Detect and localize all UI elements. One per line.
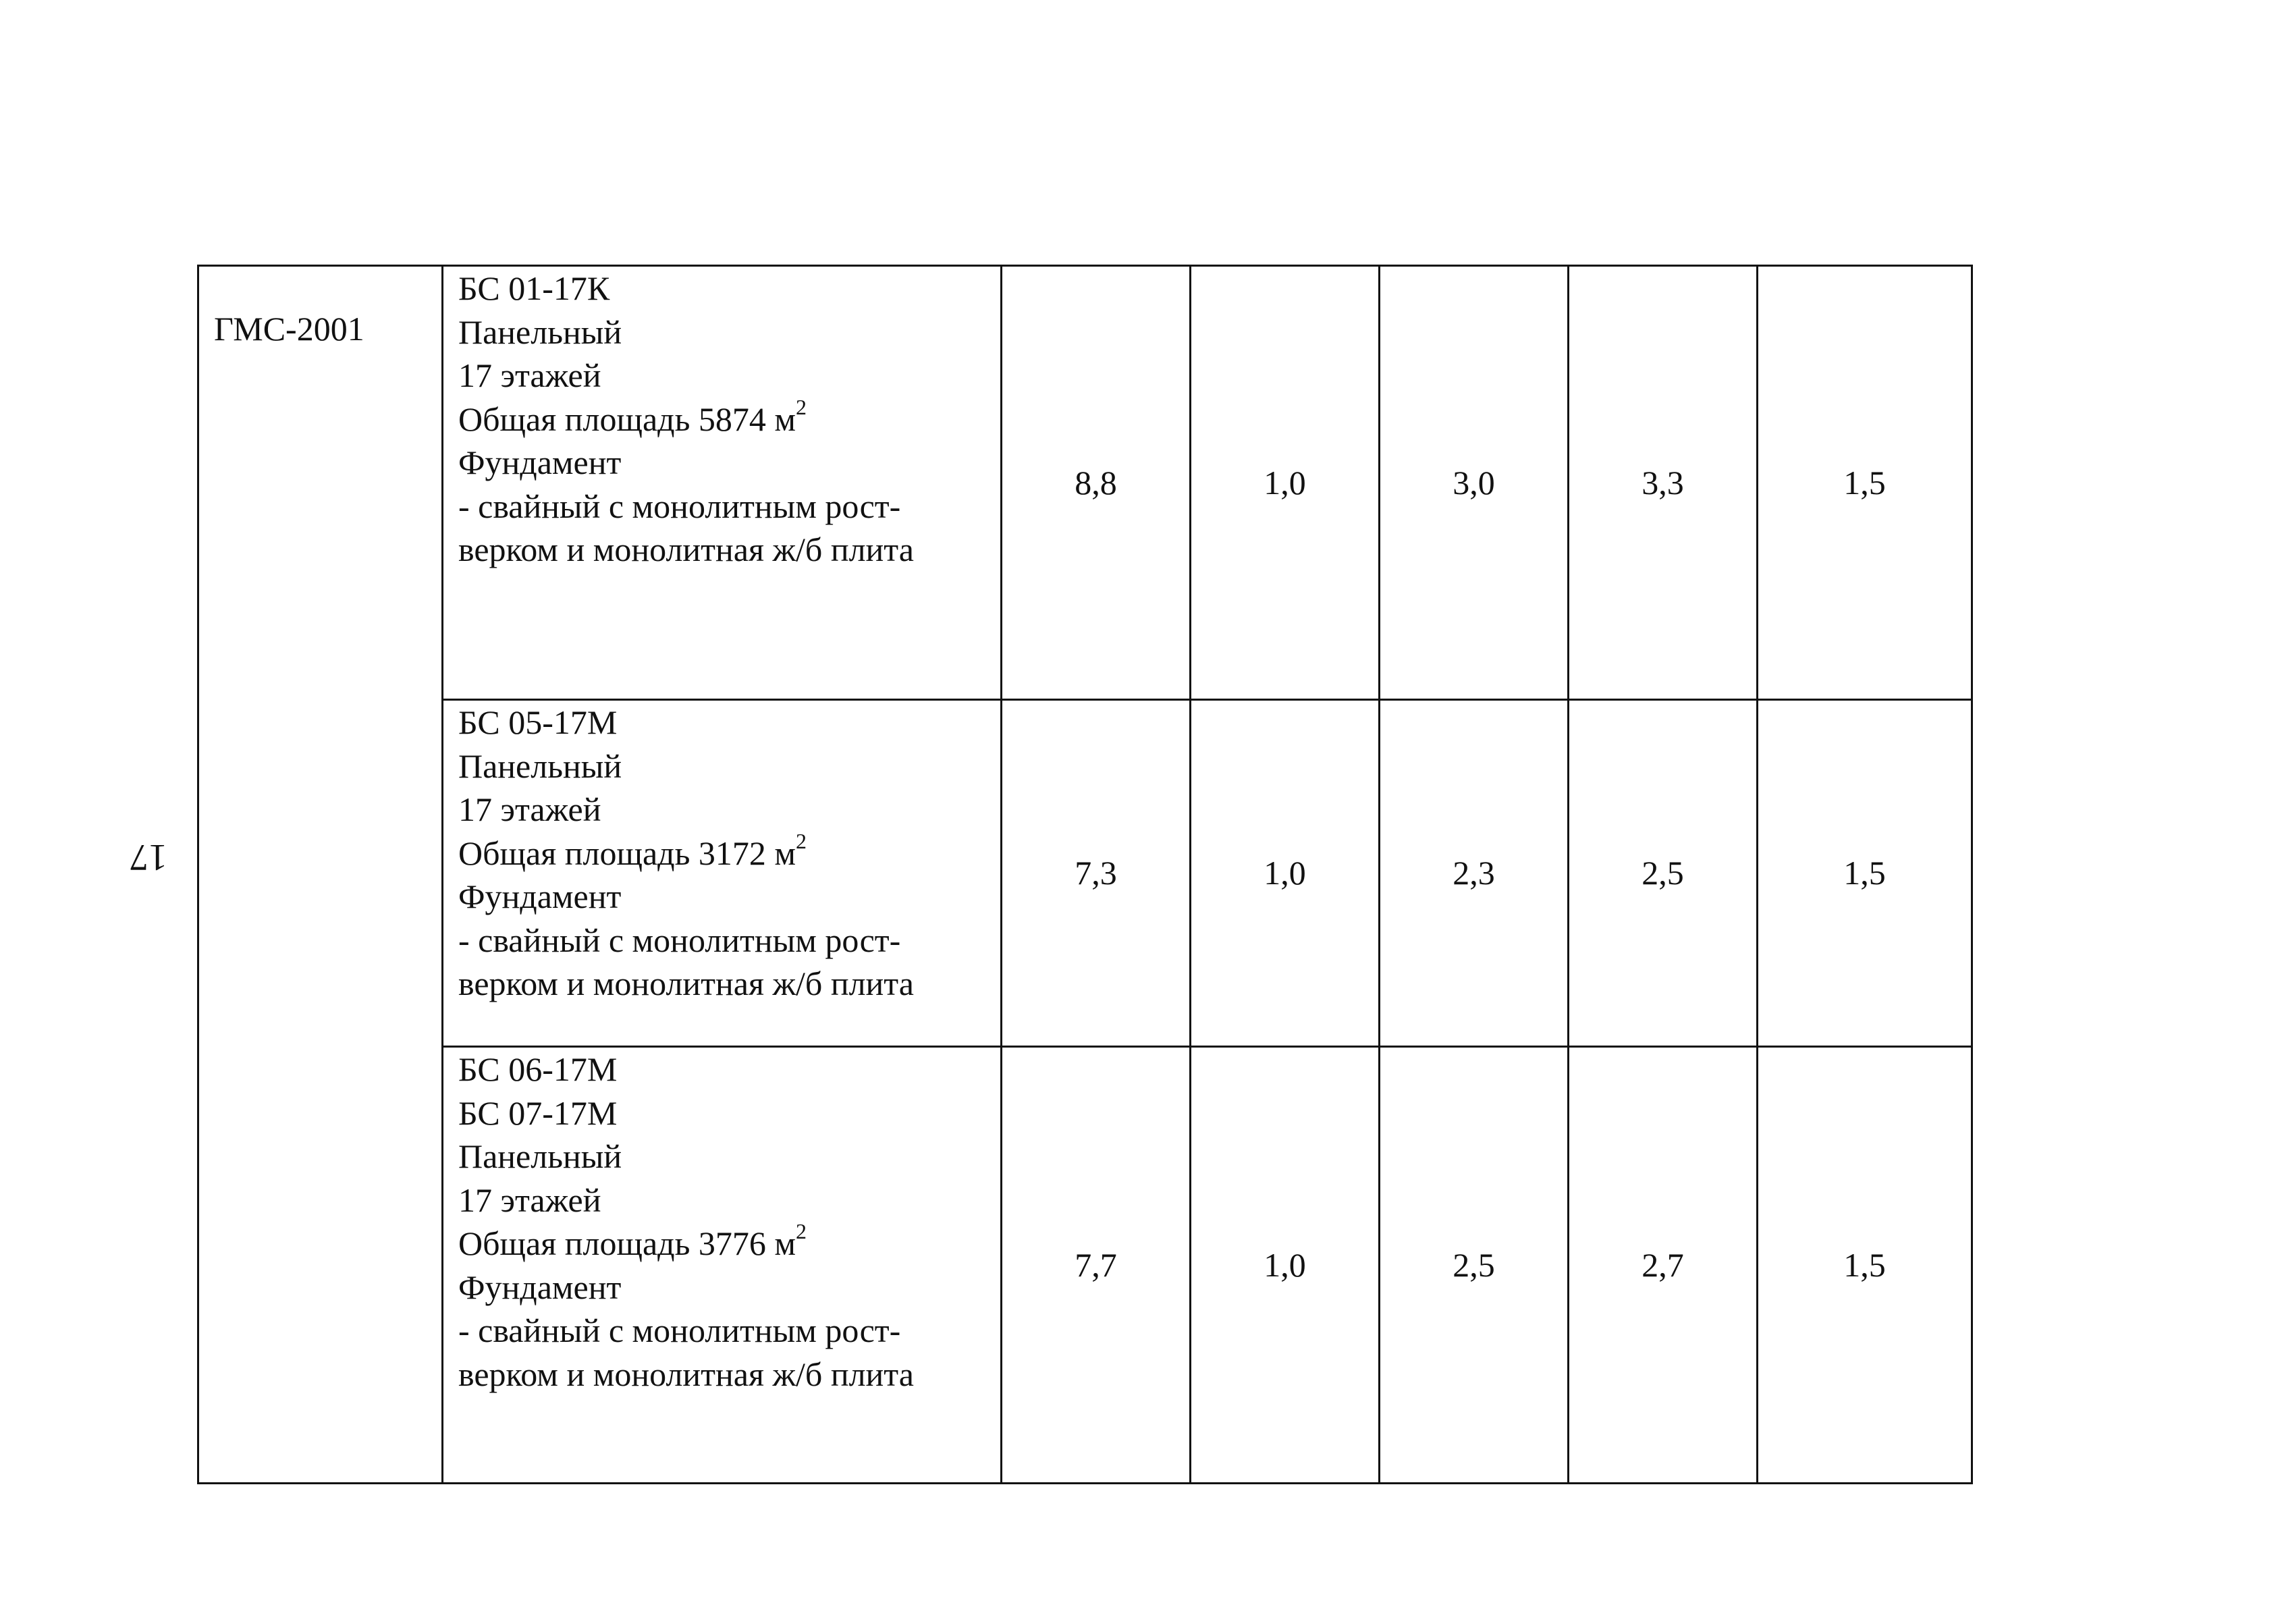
series-code: БС 05-17М (458, 703, 618, 741)
series-code: БС 06-17М (458, 1050, 618, 1088)
foundation-label: Фундамент (458, 1268, 622, 1306)
table-row (198, 700, 1972, 1047)
foundation-text: - свайный с монолитным рост- (458, 921, 901, 959)
foundation-text: верком и монолитная ж/б плита (458, 1355, 914, 1393)
value-cell: 1,5 (1758, 266, 1972, 700)
value-cell: 3,3 (1569, 266, 1758, 700)
value-cell: 7,7 (1002, 1047, 1191, 1484)
value-cell: 2,3 (1380, 700, 1569, 1047)
building-description (443, 266, 1002, 700)
total-area: Общая площадь 5874 $м^2$ (458, 394, 807, 438)
table-row (198, 266, 1972, 700)
value-cell: 7,3 (1002, 700, 1191, 1047)
value-cell: 2,5 (1569, 700, 1758, 1047)
floor-count: 17 этажей (458, 790, 601, 828)
value-cell: 1,0 (1191, 266, 1380, 700)
value-cell: 1,5 (1758, 1047, 1972, 1484)
value-cell: 1,0 (1191, 1047, 1380, 1484)
value-cell: 2,5 (1380, 1047, 1569, 1484)
foundation-label: Фундамент (458, 443, 622, 481)
foundation-label: Фундамент (458, 877, 622, 915)
foundation-text: верком и монолитная ж/б плита (458, 965, 914, 1002)
value-cell: 1,5 (1758, 700, 1972, 1047)
foundation-text: - свайный с монолитным рост- (458, 1311, 901, 1349)
foundation-text: - свайный с монолитным рост- (458, 487, 901, 525)
scheme-cell (198, 266, 443, 1484)
floor-count: 17 этажей (458, 1181, 601, 1219)
page-number: 17 (130, 836, 167, 878)
building-data-table (197, 265, 1973, 1484)
construction-type: Панельный (458, 747, 622, 785)
series-code: БС 07-17М (458, 1093, 618, 1132)
floor-count: 17 этажей (458, 356, 601, 394)
table-row (198, 1047, 1972, 1484)
building-description (443, 700, 1002, 1047)
construction-type: Панельный (458, 313, 622, 351)
value-cell: 8,8 (1002, 266, 1191, 700)
total-area: Общая площадь 3172 $м^2$ (458, 828, 807, 872)
value-cell: 2,7 (1569, 1047, 1758, 1484)
value-cell: 1,0 (1191, 700, 1380, 1047)
total-area: Общая площадь 3776 $м^2$ (458, 1219, 807, 1262)
scheme-label: ГМС-2001 (214, 310, 364, 348)
foundation-text: верком и монолитная ж/б плита (458, 531, 914, 568)
value-cell: 3,0 (1380, 266, 1569, 700)
series-code: БС 01-17К (458, 269, 610, 307)
construction-type: Панельный (458, 1137, 622, 1175)
building-description (443, 1047, 1002, 1484)
